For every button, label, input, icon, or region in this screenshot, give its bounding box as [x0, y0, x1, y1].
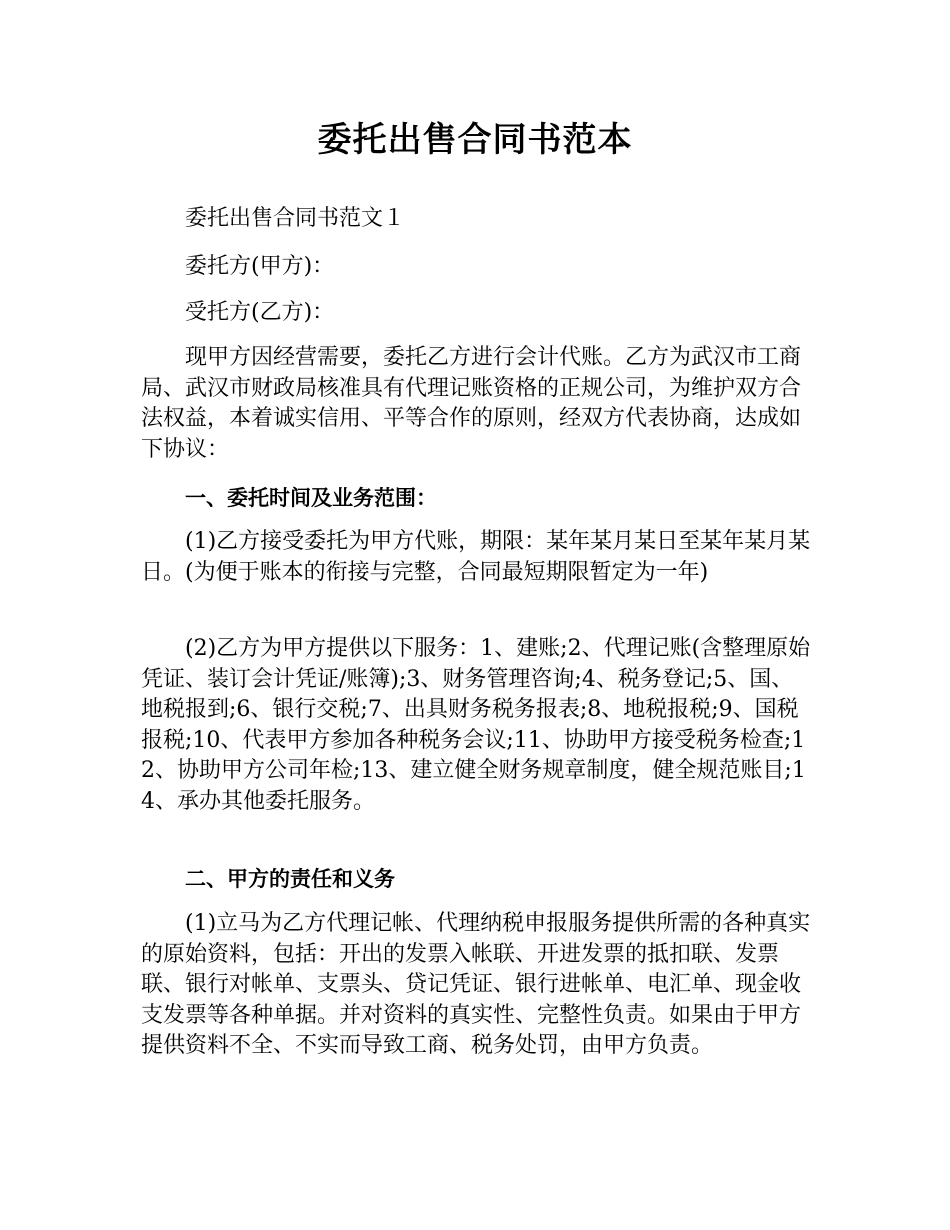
party-a-line: 委托方(甲方)：	[185, 254, 335, 279]
section-2-heading: 二、甲方的责任和义务	[185, 867, 395, 891]
party-b-line: 受托方(乙方)：	[185, 300, 335, 325]
document-subtitle: 委托出售合同书范文１	[185, 206, 406, 231]
section-1-item-2: (2)乙方为甲方提供以下服务：1、建账;2、代理记账(含整理原始凭证、装订会计凭证/账簿);3、财务管理咨询;4、税务登记;5、国、地税报到;6、银行交税;7、出具财务税务报表;8、地税报税;9、国税报税;10、代表甲方参加各种税务会议;11、协助甲方接受税务检查;12、协助甲方公司年检;13、建立健全财务规章制度，健全规范账目;14、承办其他委托服务。	[141, 636, 811, 814]
document-title: 委托出售合同书范本	[317, 120, 633, 160]
intro-paragraph: 现甲方因经营需要，委托乙方进行会计代账。乙方为武汉市工商局、武汉市财政局核准具有代理记账资格的正规公司，为维护双方合法权益，本着诚实信用、平等合作的原则，经双方代表协商，达成如下协议：	[141, 345, 802, 462]
section-1-item-1: (1)乙方接受委托为甲方代账，期限：某年某月某日至某年某月某日。(为便于账本的衔接与完整，合同最短期限暂定为一年)	[141, 529, 811, 585]
section-2-item-1: (1)立马为乙方代理记帐、代理纳税申报服务提供所需的各种真实的原始资料，包括：开出的发票入帐联、开进发票的抵扣联、发票联、银行对帐单、支票头、贷记凭证、银行进帐单、电汇单、现金收支发票等各种单据。并对资料的真实性、完整性负责。如果由于甲方提供资料不全、不实而导致工商、税务处罚，由甲方负责。	[141, 911, 811, 1058]
section-1-heading: 一、委托时间及业务范围：	[185, 486, 437, 510]
